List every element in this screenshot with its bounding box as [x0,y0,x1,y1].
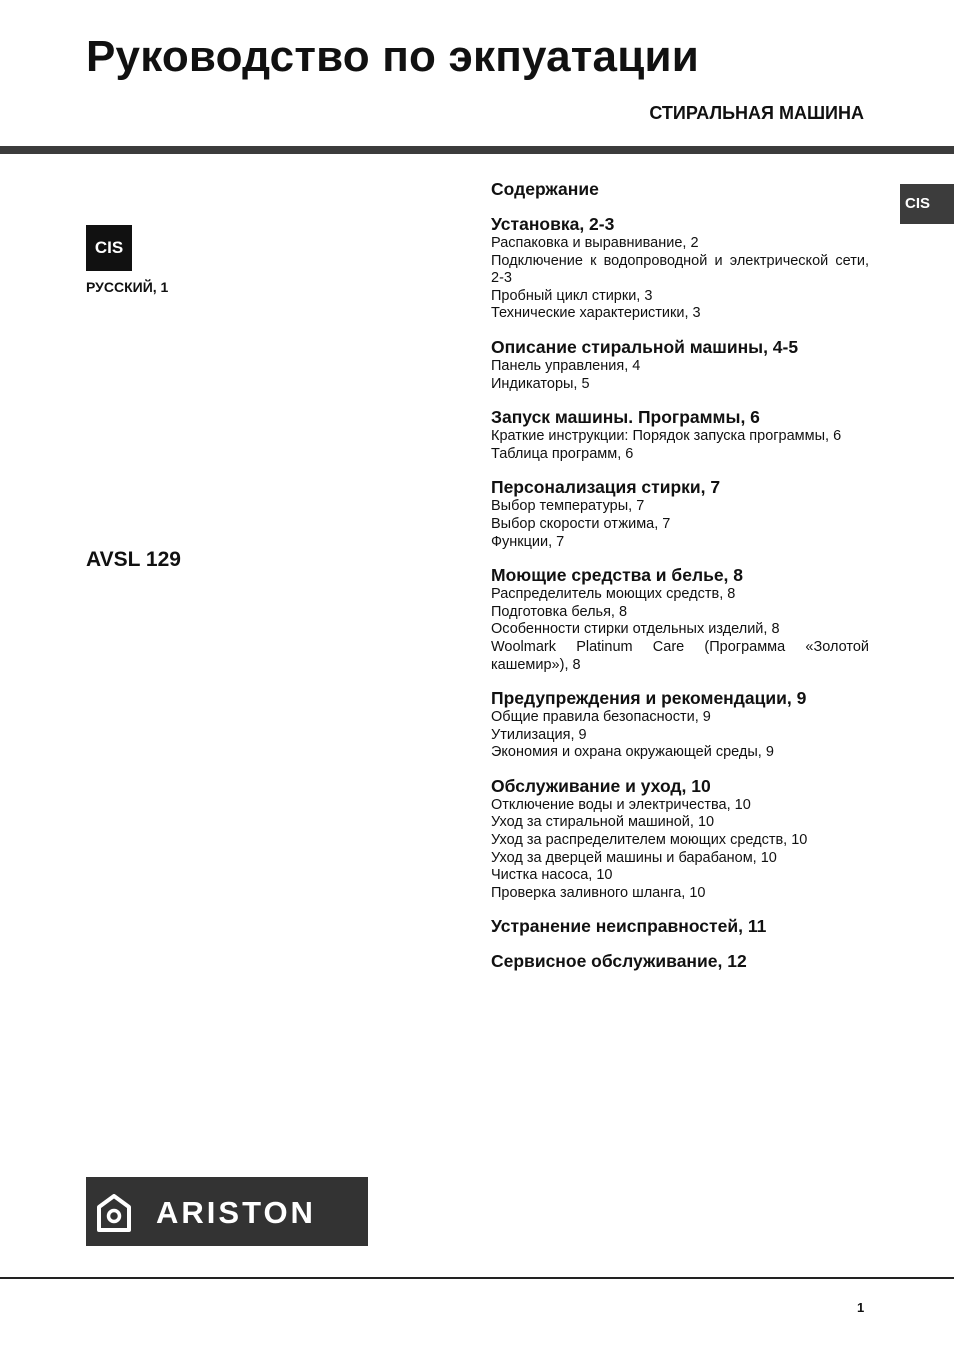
language-code-badge: CIS [86,225,132,271]
toc-entry: Уход за дверцей машины и барабаном, 10 [491,849,777,866]
toc-entry: Уход за распределителем моющих средств, 10 [491,832,808,849]
page-subtitle: СТИРАЛЬНАЯ МАШИНА [649,103,864,123]
toc-entry: Уход за стиральной машиной, 10 [491,814,715,831]
toc-entry: Woolmark Platinum Care (Программа «Золотой кашемир»), 8 [491,638,869,673]
toc-section-title: Персонализация стирки, 7 [491,477,721,498]
toc-entry: Краткие инструкции: Порядок запуска программы, 6 [491,428,842,445]
toc-section-title: Моющие средства и белье, 8 [491,565,744,586]
toc-entry: Подключение к водопроводной и электрической сети, 2-3 [491,252,869,287]
toc-entry: Индикаторы, 5 [491,375,590,392]
toc-section-title: Обслуживание и уход, 10 [491,775,711,796]
toc-section-title: Описание стиральной машины, 4-5 [491,336,799,357]
toc-section [491,213,869,323]
toc-entry: Экономия и охрана окружающей среды, 9 [491,744,774,761]
toc-entry: Проверка заливного шланга, 10 [491,884,706,901]
language-label: РУССКИЙ, 1 [86,279,169,295]
toc-entry: Технические характеристики, 3 [491,305,701,322]
model-name: AVSL 129 [86,548,181,571]
toc-section [491,406,869,463]
toc-entry: Особенности стирки отдельных изделий, 8 [491,621,780,638]
toc-section [491,915,869,937]
toc-entry: Панель управления, 4 [491,357,641,374]
toc-heading: Содержание [491,179,599,199]
toc-entry: Подготовка белья, 8 [491,603,628,620]
toc-entry: Отключение воды и электричества, 10 [491,796,751,813]
toc-entry: Распределитель моющих средств, 8 [491,586,736,603]
toc-entry: Утилизация, 9 [491,726,587,743]
toc-entry: Чистка насоса, 10 [491,867,613,884]
language-side-tab: CIS [900,184,954,224]
toc-section-title: Запуск машины. Программы, 6 [491,407,760,428]
toc-section [491,950,869,972]
logo-wordmark: ARISTON [156,1195,316,1230]
toc-section [491,775,869,903]
footer-divider [0,1277,954,1279]
toc-section [491,564,869,674]
page-title: Руководство по экпуатации [86,32,699,81]
header-divider [0,146,954,154]
table-of-contents [491,178,869,985]
toc-section [491,336,869,393]
house-icon [96,1194,132,1232]
toc-entry: Пробный цикл стирки, 3 [491,287,653,304]
toc-section-title: Предупреждения и рекомендации, 9 [491,688,807,709]
toc-entry: Выбор скорости отжима, 7 [491,515,671,532]
toc-entry: Общие правила безопасности, 9 [491,709,711,726]
toc-section [491,687,869,762]
toc-section [491,476,869,551]
ariston-logo [86,1177,368,1246]
toc-entry: Выбор температуры, 7 [491,498,645,515]
toc-entry: Распаковка и выравнивание, 2 [491,235,699,251]
toc-section-title: Устранение неисправностей, 11 [491,916,767,937]
toc-entry: Таблица программ, 6 [491,445,634,462]
toc-section-title: Установка, 2-3 [491,214,615,234]
page-number: 1 [857,1300,865,1315]
toc-section-title: Сервисное обслуживание, 12 [491,951,747,972]
toc-entry: Функции, 7 [491,533,565,550]
